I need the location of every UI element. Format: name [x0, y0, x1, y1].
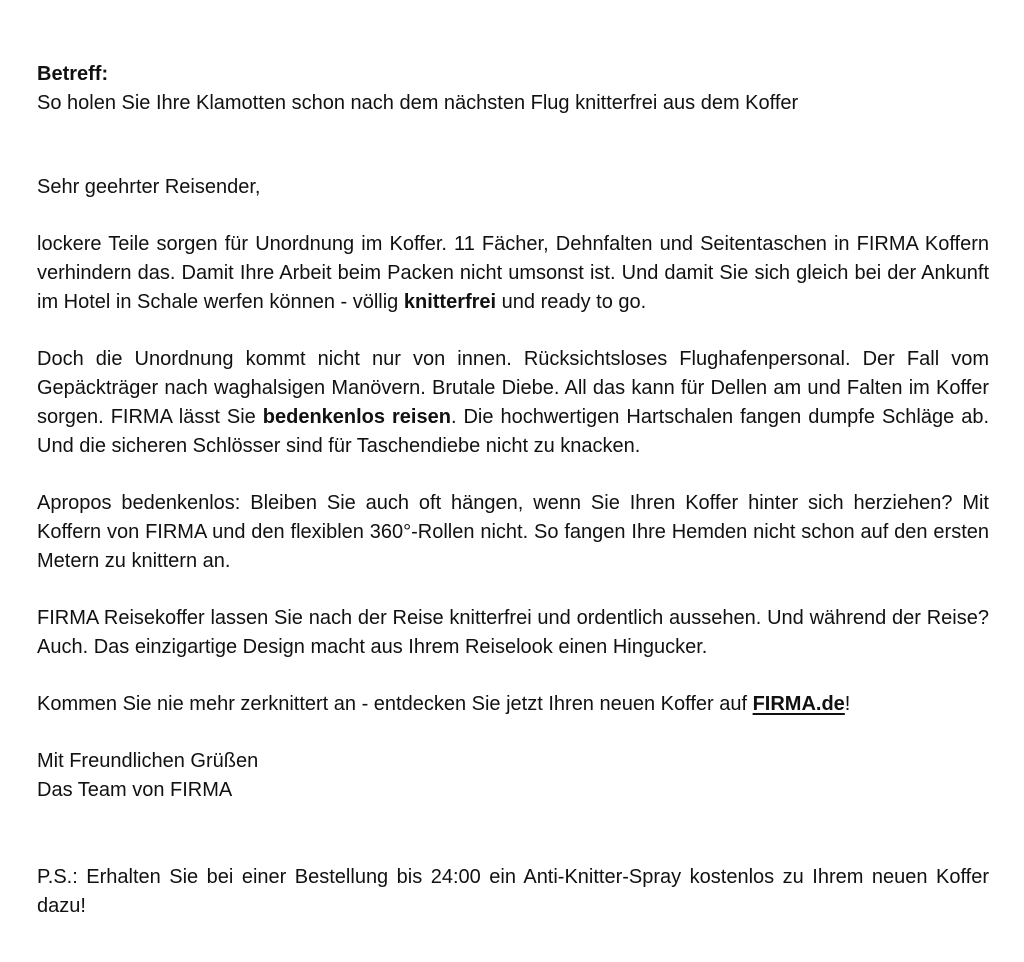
salutation: Sehr geehrter Reisender, [37, 176, 261, 198]
postscript: P.S.: Erhalten Sie bei einer Bestellung bis 24:00 ein Anti-Knitter-Spray kostenlos zu Ihrem neuen Koffer dazu! [37, 866, 989, 917]
emphasis-knitterfrei: knitterfrei [403, 291, 497, 313]
paragraph-wheels: Apropos bedenkenlos: Bleiben Sie auch oft hängen, wenn Sie Ihren Koffer hinter sich herziehen? Mit Koffern von FIRMA und den flexiblen 360°-Rollen nicht. So fangen Ihre Hemden nicht schon auf den ersten Metern zu knittern an. [37, 492, 989, 572]
paragraph-organization-tail: und ready to go. [496, 291, 647, 313]
subject-label: Betreff: [37, 63, 109, 85]
paragraph-protection-tail: . Die hochwertigen Hartschalen fangen dumpfe Schläge ab. Und die sicheren Schlösser sind für Taschendiebe nicht zu knacken. [37, 406, 989, 457]
subject-line: So holen Sie Ihre Klamotten schon nach dem nächsten Flug knitterfrei aus dem Koffer [37, 92, 799, 114]
paragraph-organization-text: lockere Teile sorgen für Unordnung im Koffer. 11 Fächer, Dehnfalten und Seitentaschen in FIRMA Koffern verhindern das. Damit Ihre Arbeit beim Packen nicht umsonst ist. Und damit Sie sich gleich bei der Ankunft im Hotel in Schale werfen können - völlig [37, 233, 989, 313]
paragraph-design: FIRMA Reisekoffer lassen Sie nach der Reise knitterfrei und ordentlich aussehen. Und während der Reise? Auch. Das einzigartige Design macht aus Ihrem Reiselook einen Hingucker. [37, 607, 989, 658]
call-to-action [37, 690, 989, 719]
paragraph-protection-text: Doch die Unordnung kommt nicht nur von innen. Rücksichtsloses Flughafenpersonal. Der Fall vom Gepäckträger nach waghalsigen Manövern. Brutale Diebe. All das kann für Dellen am und Falten im Koffer sorgen. FIRMA lässt Sie [37, 348, 989, 428]
paragraph-organization [37, 230, 989, 317]
emphasis-bedenkenlos-reisen: bedenkenlos reisen [262, 406, 451, 428]
closing-signature: Das Team von FIRMA [37, 779, 233, 801]
closing-regards: Mit Freundlichen Grüßen [37, 750, 259, 772]
email-document [37, 60, 989, 921]
call-to-action-text: Kommen Sie nie mehr zerknittert an - entdecken Sie jetzt Ihren neuen Koffer auf [37, 693, 753, 715]
call-to-action-exclamation: ! [844, 693, 851, 715]
paragraph-protection [37, 345, 989, 461]
firma-website-link[interactable]: FIRMA.de [752, 693, 845, 715]
